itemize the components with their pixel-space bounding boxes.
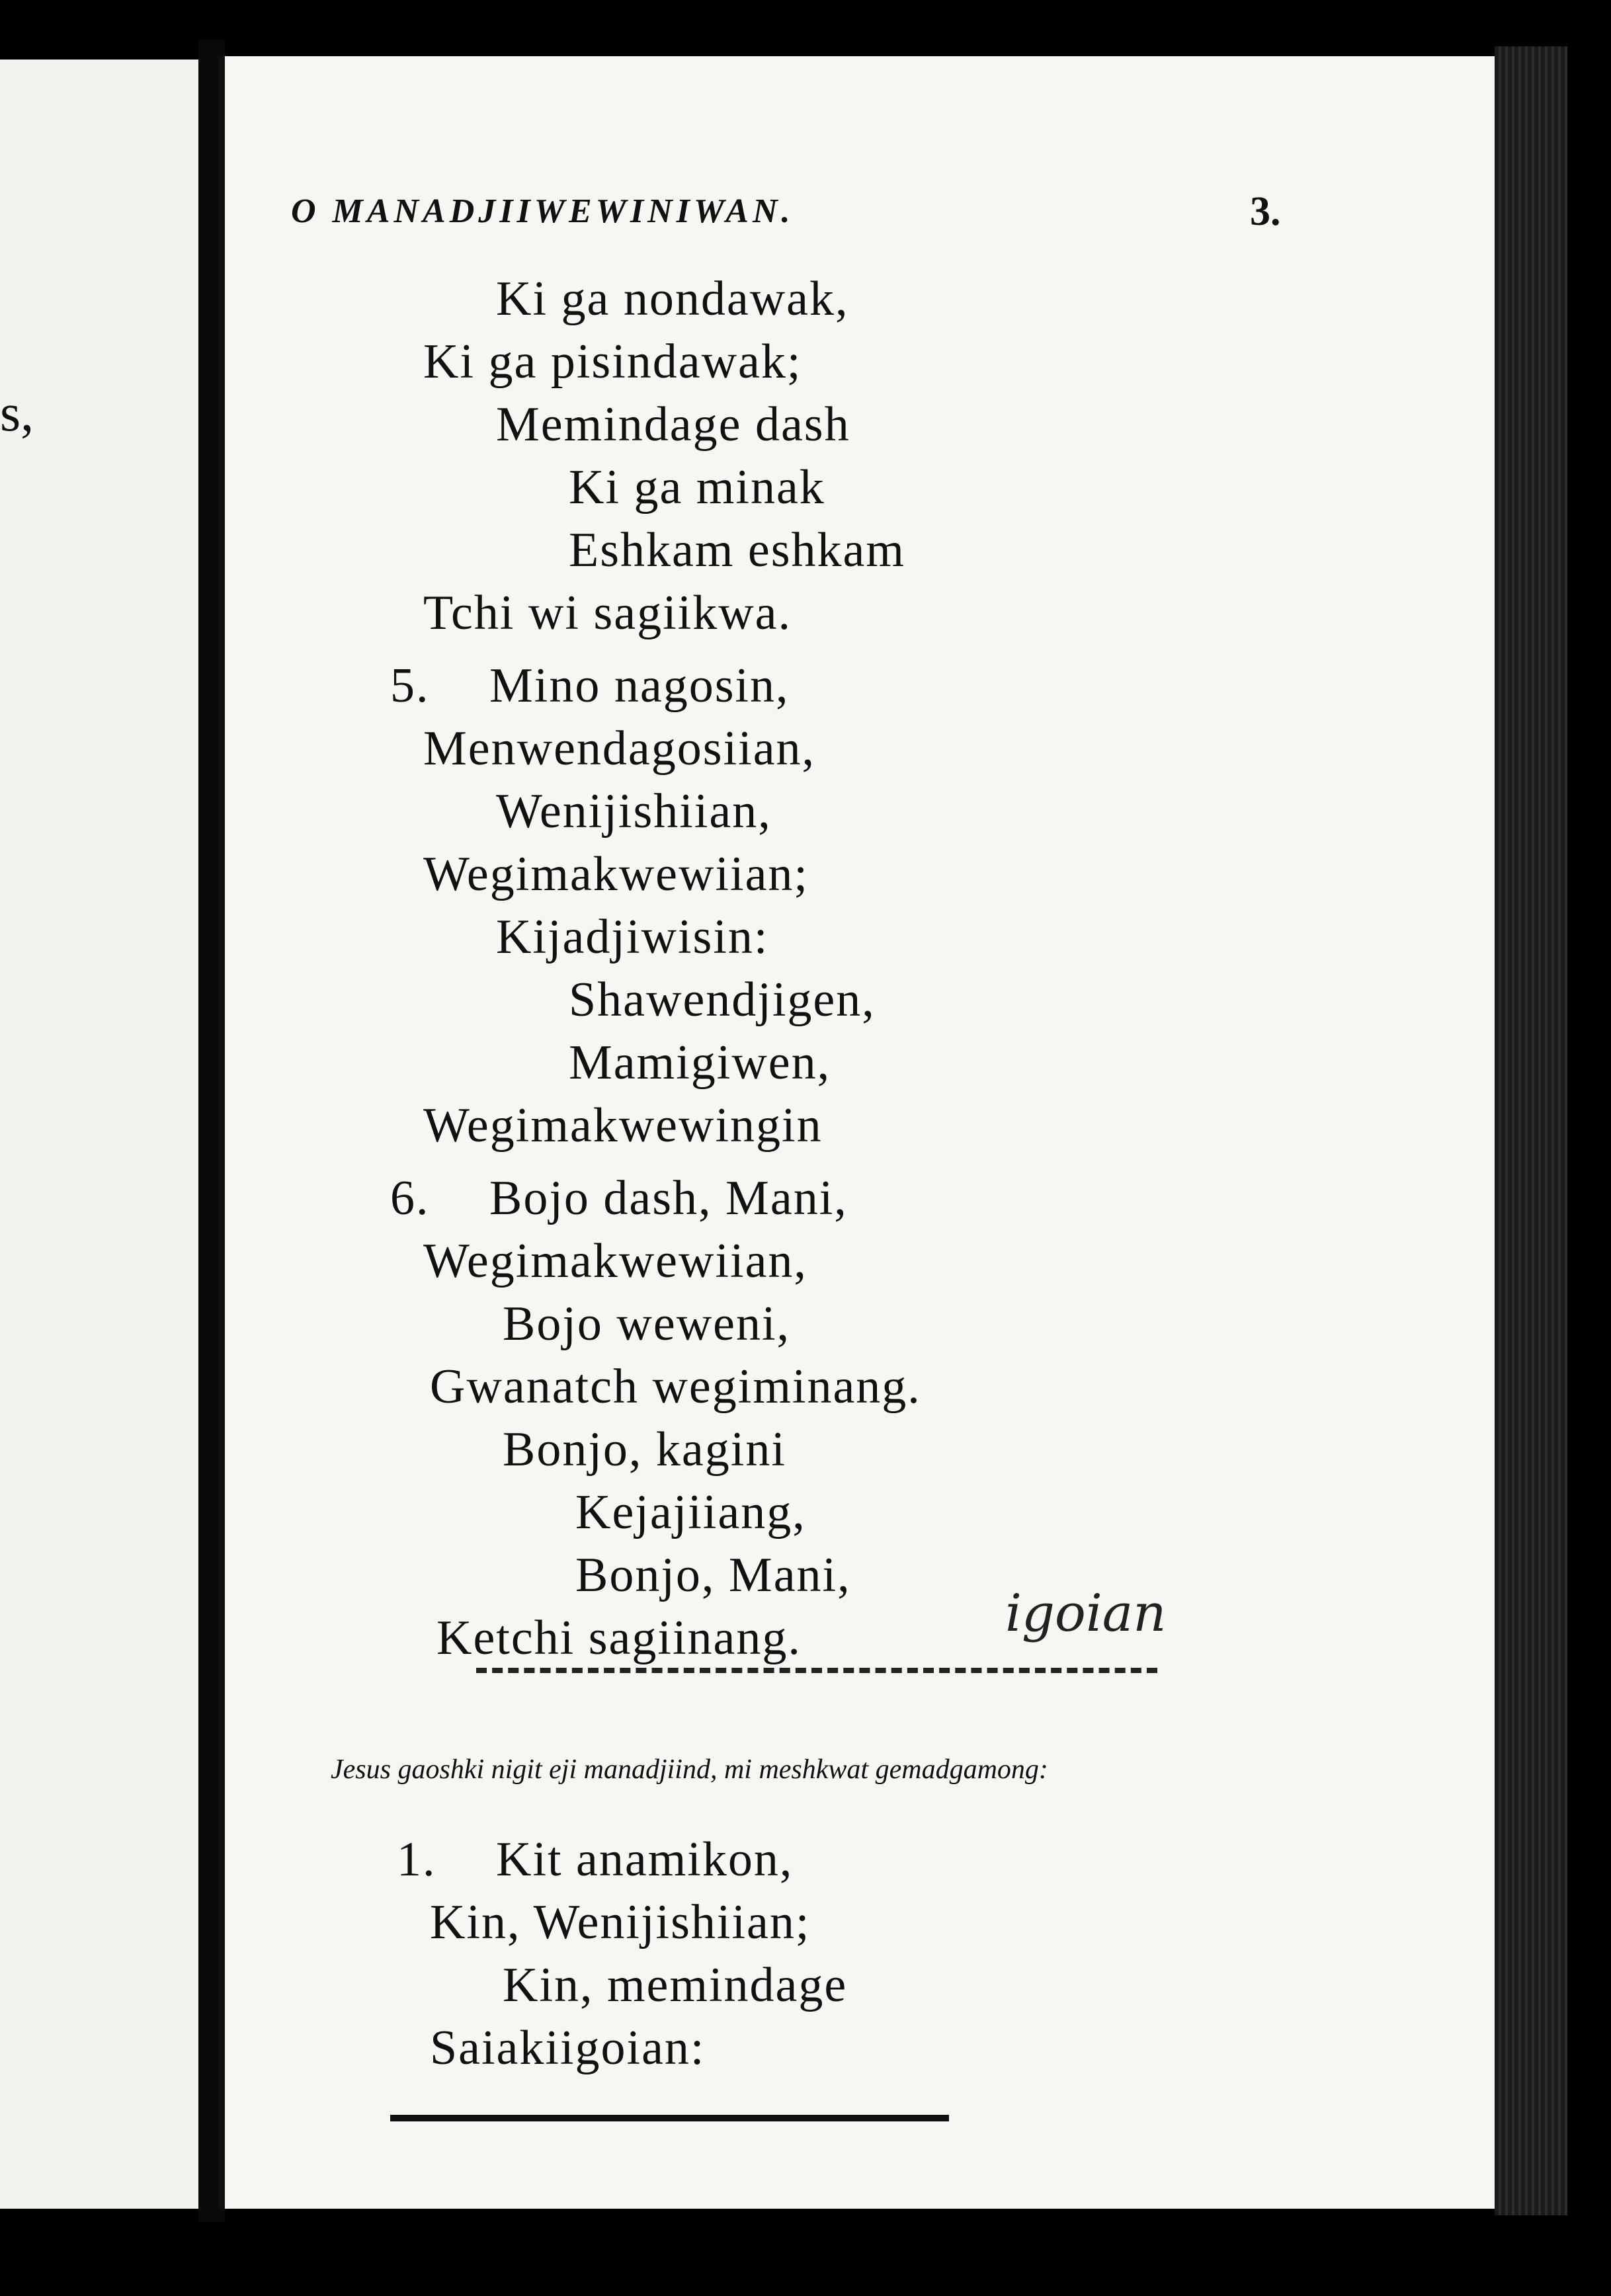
stanza-6-first-line bbox=[390, 1170, 848, 1227]
next-hymn-first-line bbox=[397, 1832, 793, 1888]
verse-line: Bonjo, Mani, bbox=[575, 1548, 851, 1602]
page-edge bbox=[1495, 46, 1567, 2215]
bottom-rule bbox=[390, 2115, 949, 2121]
verse-line: Gwanatch wegiminang. bbox=[430, 1360, 921, 1414]
verse-line: Kejajiiang, bbox=[575, 1485, 806, 1539]
verse-line: Menwendagosiian, bbox=[423, 721, 816, 776]
verse-line: Kin, Wenijishiian; bbox=[430, 1895, 811, 1949]
verse-line: Ki ga pisindawak; bbox=[423, 335, 802, 389]
verse-line: Kit anamikon, bbox=[496, 1832, 794, 1887]
verse-line: Shawendjigen, bbox=[569, 973, 876, 1027]
left-page-fragment bbox=[0, 60, 204, 2209]
verse-line: Bojo weweni, bbox=[503, 1297, 791, 1351]
verse-line: Eshkam eshkam bbox=[569, 523, 905, 577]
running-head: O MANADJIIWEWINIWAN. bbox=[291, 192, 794, 230]
verse-line: Kin, memindage bbox=[503, 1958, 848, 2012]
verse-line: Ketchi sagiinang. bbox=[436, 1611, 802, 1665]
page-number: 3. bbox=[1250, 189, 1281, 234]
verse-line: Saiakiigoian: bbox=[430, 2021, 706, 2075]
verse-line: Wegimakwewingin bbox=[423, 1098, 823, 1153]
stanza-number: 6. bbox=[390, 1171, 430, 1225]
verse-line: Wenijishiian, bbox=[496, 784, 772, 839]
verse-line: Kijadjiwisin: bbox=[496, 910, 769, 964]
verse-line: Ki ga minak bbox=[569, 460, 825, 514]
verse-line: Wegimakwewiian; bbox=[423, 847, 809, 901]
verse-line: Mino nagosin, bbox=[489, 659, 790, 713]
verse-line: Tchi wi sagiikwa. bbox=[423, 586, 792, 640]
stanza-5-first-line bbox=[390, 658, 790, 714]
stanza-number: 5. bbox=[390, 659, 430, 713]
verse-line: Bonjo, kagini bbox=[503, 1422, 786, 1477]
verse-line: Wegimakwewiian, bbox=[423, 1234, 807, 1288]
verse-line: Bojo dash, Mani, bbox=[489, 1171, 848, 1225]
left-page-text: s, bbox=[0, 384, 34, 442]
verse-line: Memindage dash bbox=[496, 397, 850, 452]
hymn-introduction: Jesus gaoshki nigit eji manadjiind, mi meshkwat gemadgamong: bbox=[331, 1754, 1048, 1785]
stanza-number: 1. bbox=[397, 1832, 436, 1887]
handwritten-annotation: igoian bbox=[1005, 1584, 1167, 1643]
verse-line: Ki ga nondawak, bbox=[496, 272, 849, 326]
verse-line: Mamigiwen, bbox=[569, 1036, 831, 1090]
section-divider bbox=[476, 1668, 1157, 1673]
